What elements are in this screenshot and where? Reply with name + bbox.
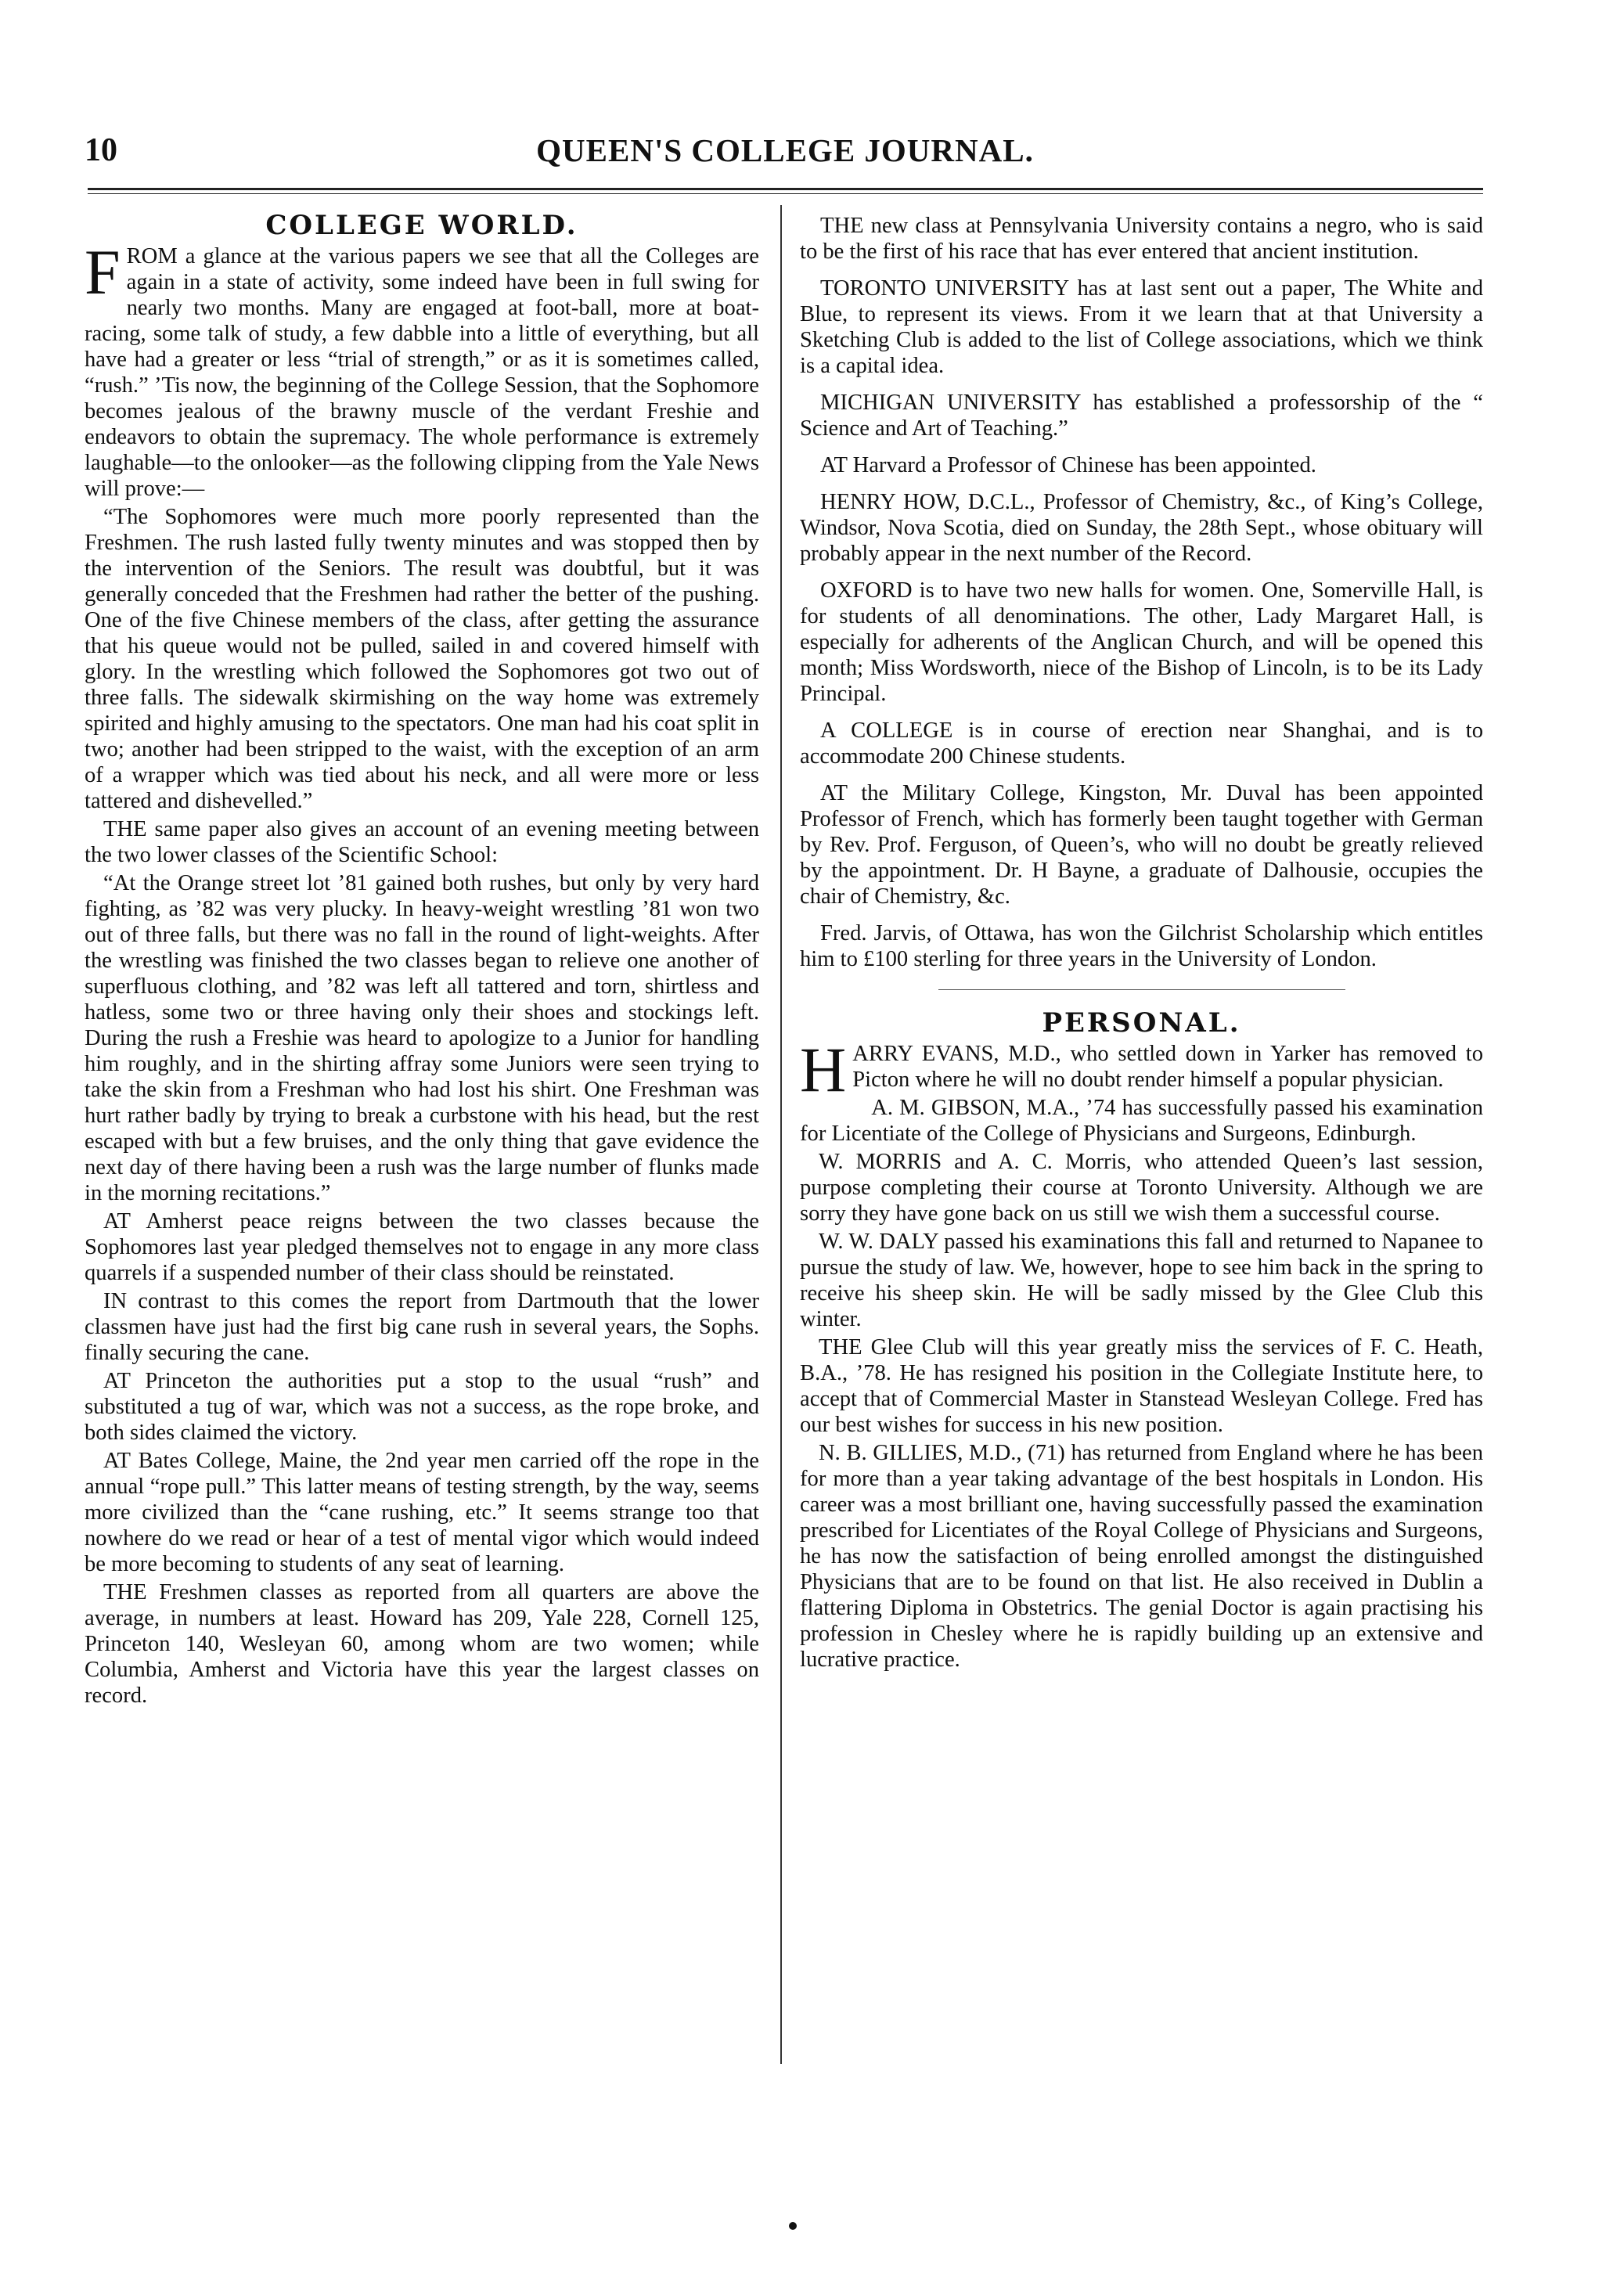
article-paragraph	[800, 1034, 1483, 1105]
article-paragraph: TORONTO UNIVERSITY has at last sent out a paper, The White and Blue, to represent its views. From it we learn that at that University a Sketching Club is added to the list of College associations, which we think is a capital idea.	[800, 276, 1483, 378]
article-paragraph: A COLLEGE is in course of erection near Shanghai, and is to accommodate 200 Chinese students.	[800, 718, 1483, 769]
paragraph-text: ARRY EVANS, M.D., who settled down in Yarker has removed to Picton where he will no doubt render himself a popular physician.	[852, 1042, 1483, 1092]
article-paragraph: W. W. DALY passed his examinations this fall and returned to Napanee to pursue the study of law. We, however, hope to see him back in the spring to receive his sheep skin. He will be sadly missed by the Glee Club this winter.	[800, 1230, 1483, 1331]
personal-heading: PERSONAL.	[1042, 1007, 1241, 1039]
article-paragraph: W. MORRIS and A. C. Morris, who attended Queen’s last session, purpose completing their course at Toronto University. Although we are sorry they have gone back on us still we wish them a successful course.	[800, 1150, 1483, 1226]
article-paragraph: THE new class at Pennsylvania University contains a negro, who is said to be the first of his race that has ever entered that ancient institution.	[800, 214, 1483, 264]
article-paragraph: THE Freshmen classes as reported from all quarters are above the average, in numbers at least. Howard has 209, Yale 228, Cornell 125, Princeton 140, Wesleyan 60, among whom are two women; while Columbia, Amherst and Victoria have this year the largest classes on record.	[85, 1580, 759, 1708]
paragraph-text: ROM a glance at the various papers we see that all the Colleges are again in a state of activity, some indeed have been in full swing for nearly two months. Many are engaged at foot-ball, more at boat-racing, some talk of study, a few dabble into a little of everything, but all have had a greater or less “trial of strength,” or as it is sometimes called, “rush.” ’Tis now, the beginning of the College Session, that the Sophomore becomes jealous of the brawny muscle of the verdant Freshie and endeavors to obtain the supremacy. The whole performance is extremely laughable—to the onlooker—as the following clipping from the Yale News will prove:—	[85, 244, 759, 501]
article-paragraph: Fred. Jarvis, of Ottawa, has won the Gilchrist Scholarship which entitles him to £100 sterling for three years in the University of London.	[800, 921, 1483, 971]
article-paragraph: IN contrast to this comes the report from Dartmouth that the lower classmen have just had the first big cane rush in several years, the Sophs. finally securing the cane.	[85, 1289, 759, 1365]
page-header	[85, 131, 1485, 178]
article-paragraph: A. M. GIBSON, M.A., ’74 has successfully passed his examination for Licentiate of the College of Physicians and Surgeons, Edinburgh.	[800, 1096, 1483, 1146]
article-paragraph: “At the Orange street lot ’81 gained both rushes, but only by very hard fighting, as ’82 was very plucky. In heavy-weight wrestling ’81 won two out of three falls, but there was no fall in the round of light-weights. After the wrestling was finished the two classes began to relieve one another of superfluous clothing, and ’82 was left all tattered and torn, shirtless and hatless, some two or three having only their shoes and stockings left. During the rush a Freshie was heard to apologize to a Junior for handling him roughly, and in the shirting affray some Juniors were seen trying to take the skin from a Freshman who had lost his shirt. One Freshman was hurt rather badly by trying to break a curbstone with his head, but the rest escaped with but a few bruises, and the only thing that gave evidence the next day of there having been a rush was the large number of flunks made in the morning recitations.”	[85, 871, 759, 1205]
article-paragraph: HENRY HOW, D.C.L., Professor of Chemistry, &c., of King’s College, Windsor, Nova Scotia, died on Sunday, the 28th Sept., whose obituary will probably appear in the next number of the Record.	[800, 490, 1483, 566]
article-paragraph: “The Sophomores were much more poorly represented than the Freshmen. The rush lasted fully twenty minutes and was stopped then by the intervention of the Seniors. The result was doubtful, but it was generally conceded that the Freshmen had rather the better of the pushing. One of the five Chinese members of the class, after getting the assurance that his queue would not be pulled, sailed in and covered himself with glory. In the wrestling which followed the Sophomores got two out of three falls. The sidewalk skirmishing on the way home was extremely spirited and highly amusing to the spectators. One man had his coat split in two; another had been stripped to the waist, with the exception of an arm of a wrapper which was tied about his neck, and all were more or less tattered and dishevelled.”	[85, 505, 759, 813]
article-paragraph: AT Bates College, Maine, the 2nd year men carried off the rope in the annual “rope pull.” This latter means of testing strength, by the way, seems more civilized than the “cane rushing, etc.” It seems strange too that nowhere do we read or hear of a test of mental vigor which would indeed be more becoming to students of any seat of learning.	[85, 1449, 759, 1576]
journal-title: QUEEN'S COLLEGE JOURNAL.	[536, 132, 1034, 168]
article-paragraph: AT the Military College, Kingston, Mr. Duval has been appointed Professor of French, which has formerly been taught together with German by Rev. Prof. Ferguson, of Queen’s, who will no doubt be greatly relieved by the appointment. Dr. H Bayne, a graduate of Dalhousie, occupies the chair of Chemistry, &c.	[800, 781, 1483, 909]
college-world-heading: COLLEGE WORLD.	[265, 210, 578, 241]
article-paragraph: MICHIGAN UNIVERSITY has established a professorship of the “ Science and Art of Teaching.”	[800, 391, 1483, 441]
footer-ornament	[789, 2222, 797, 2230]
page-number: 10	[85, 132, 117, 168]
article-paragraph: THE Glee Club will this year greatly miss the services of F. C. Heath, B.A., ’78. He has resigned his position in the Collegiate Institute here, to accept that of Commercial Master in Stanstead Wesleyan College. Fred has our best wishes for success in his new position.	[800, 1335, 1483, 1437]
article-paragraph: AT Princeton the authorities put a stop to the usual “rush” and substituted a tug of war, which was not a success, as the rope broke, and both sides claimed the victory.	[85, 1369, 759, 1445]
article-paragraph	[85, 236, 759, 502]
left-column	[85, 210, 759, 1711]
article-paragraph: AT Amherst peace reigns between the two classes because the Sophomores last year pledged themselves not to engage in any more class quarrels if a suspended number of their class should be reinstated.	[85, 1209, 759, 1285]
drop-cap: H	[800, 1034, 847, 1105]
header-rule-thin	[88, 193, 1483, 194]
right-column	[800, 213, 1483, 1675]
article-paragraph: AT Harvard a Professor of Chinese has been appointed.	[820, 453, 1316, 477]
article-paragraph: N. B. GILLIES, M.D., (71) has returned from England where he has been for more than a year taking advantage of the best hospitals in London. His career was a most brilliant one, having successfully passed the examination prescribed for Licentiates of the Royal College of Physicians and Surgeons, he has now the satisfaction of being enrolled amongst the distinguished Physicians that are to be found on that list. He also received in Dublin a flattering Diploma in Obstetrics. The genial Doctor is again practising his profession in Chesley where he is rapidly building up an extensive and lucrative practice.	[800, 1441, 1483, 1672]
section-divider	[938, 989, 1345, 990]
article-paragraph: OXFORD is to have two new halls for women. One, Somerville Hall, is for students of all denominations. The other, Lady Margaret Hall, is especially for adherents of the Anglican Church, and will be opened this month; Miss Wordsworth, niece of the Bishop of Lincoln, is to be its Lady Principal.	[800, 578, 1483, 706]
header-rule	[88, 188, 1483, 190]
drop-cap: F	[85, 236, 121, 308]
article-paragraph: THE same paper also gives an account of an evening meeting between the two lower classes of the Scientific School:	[85, 817, 759, 867]
column-divider	[780, 205, 782, 2064]
